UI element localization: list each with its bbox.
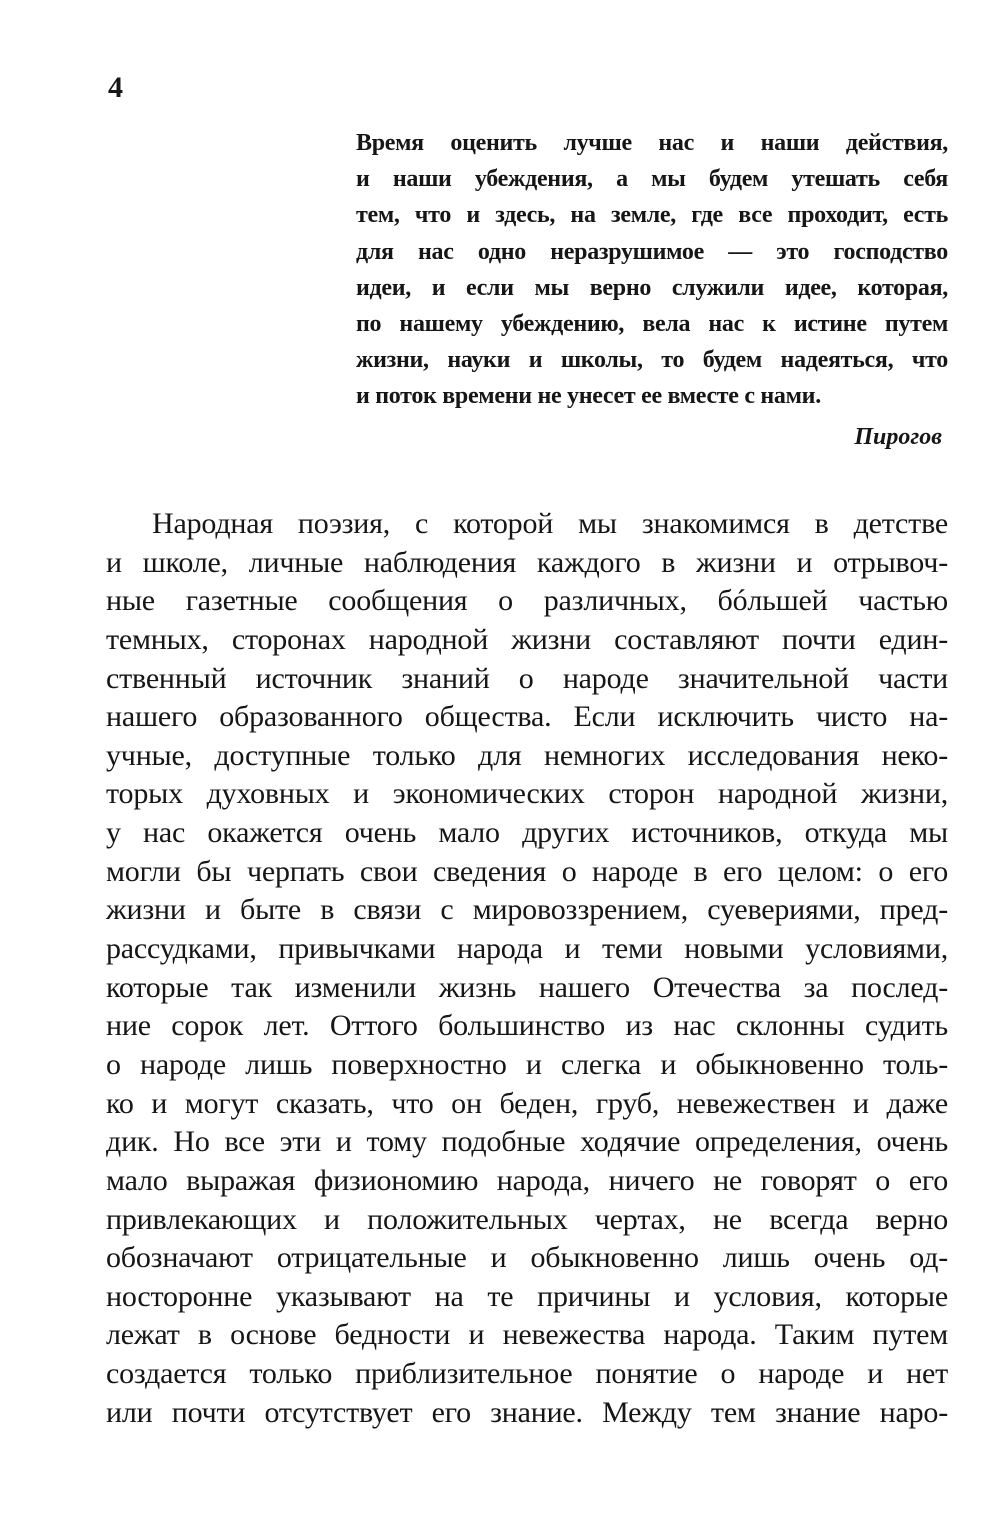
body-line: о народе лишь поверхностно и слегка и обыкновенно толь- (106, 1047, 948, 1081)
body-line: учные, доступные только для немногих исследования неко- (106, 738, 948, 772)
body-line: торых духовных и экономических сторон народной жизни, (106, 777, 948, 811)
body-line: и школе, личные наблюдения каждого в жизни и отрывоч- (106, 545, 948, 579)
body-line: у нас окажется очень мало других источников, откуда мы (106, 816, 948, 850)
epigraph-line: тем, что и здесь, на земле, где все проходит, есть (356, 202, 948, 229)
body-line: которые так изменили жизнь нашего Отечества за послед- (106, 970, 948, 1004)
body-line: рассудками, привычками народа и теми новыми условиями, (106, 932, 948, 966)
page-number: 4 (108, 71, 123, 104)
body-line: создается только приблизительное понятие о народе и нет (106, 1357, 948, 1391)
epigraph-line: для нас одно неразрушимое — это господство (356, 238, 948, 265)
body-line: ственный источник знаний о народе значительной части (106, 661, 948, 695)
epigraph-author: Пирогов (854, 423, 942, 450)
body-line: Народная поэзия, с которой мы знакомимся в детстве (152, 507, 948, 540)
body-line: дик. Но все эти и тому подобные ходячие определения, очень (106, 1125, 948, 1159)
body-line: лежат в основе бедности и невежества народа. Таким путем (106, 1318, 948, 1352)
body-line: мало выражая физиономию народа, ничего не говорят о его (106, 1163, 948, 1197)
body-line: нашего образованного общества. Если исключить чисто на- (106, 700, 948, 734)
epigraph-line: и наши убеждения, а мы будем утешать себя (356, 166, 948, 193)
body-line: темных, сторонах народной жизни составляют почти един- (106, 622, 948, 656)
body-line: привлекающих и положительных чертах, не всегда верно (106, 1202, 948, 1236)
epigraph-line: жизни, науки и школы, то будем надеяться, что (356, 347, 948, 374)
epigraph-line: по нашему убеждению, вела нас к истине путем (356, 310, 948, 337)
body-line: ко и могут сказать, что он беден, груб, невежествен и даже (106, 1086, 948, 1120)
epigraph-line: идеи, и если мы верно служили идее, которая, (356, 274, 948, 301)
epigraph-line: и поток времени не унесет ее вместе с нами. (356, 383, 821, 410)
body-line: могли бы черпать свои сведения о народе в его целом: о его (106, 854, 948, 888)
body-line: жизни и быте в связи с мировоззрением, суевериями, пред- (106, 893, 948, 927)
epigraph-line: Время оценить лучше нас и наши действия, (356, 130, 948, 156)
body-line: носторонне указывают на те причины и условия, которые (106, 1279, 948, 1313)
body-line: ные газетные сообщения о различных, бóльшей частью (106, 584, 948, 618)
body-line: обозначают отрицательные и обыкновенно лишь очень од- (106, 1241, 948, 1275)
body-line: ние сорок лет. Оттого большинство из нас склонны судить (106, 1009, 948, 1043)
body-paragraph (106, 505, 948, 1432)
body-line: или почти отсутствует его знание. Между тем знание наро- (106, 1395, 948, 1429)
epigraph (356, 125, 948, 457)
